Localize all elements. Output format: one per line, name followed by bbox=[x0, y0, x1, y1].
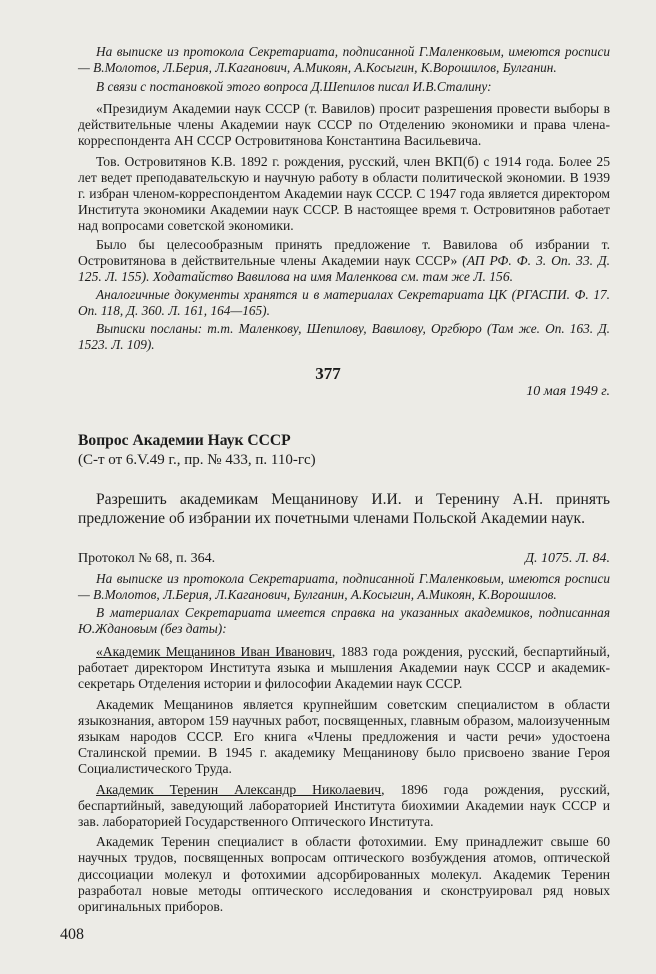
quote-conclusion-text: Было бы целесообразным принять предложение т. Вавилова об избрании т. Островитянова в действительные члены Академии наук СССР» bbox=[78, 236, 610, 268]
meshchaninov-work: Академик Мещанинов является крупнейшим советским специалистом в области языкознания, автором 159 научных работ, посвященных, главным образом, малоизученным языкам народов СССР. Его книга «Члены предложения и части речи» удостоена Сталинской премии. В 1945 г. академику Мещанинову было присвоено звание Героя Социалистического Труда. bbox=[78, 696, 610, 777]
document-date: 10 мая 1949 г. bbox=[526, 384, 610, 399]
top-section bbox=[78, 44, 610, 353]
meshchaninov-details: , 1883 года рождения, русский, беспартийный, работает директором Института языка и мышления Академии наук СССР и академик-секретарь Отделения истории и философии Академии наук СССР. bbox=[78, 644, 610, 692]
archive-ref: Д. 1075. Л. 84. bbox=[525, 551, 610, 566]
terenin-bio bbox=[78, 782, 610, 831]
terenin-details: , 1896 года рождения, русский, беспартийный, заведующий лабораторией Института биохимии Академии наук СССР и зав. лабораторией Государственного Оптического Института. bbox=[78, 781, 610, 830]
resolution-text: Разрешить академикам Мещанинову И.И. и Теренину А.Н. принять предложение об избрании их почетными членами Польской Академии наук. bbox=[78, 491, 610, 527]
resolution-section bbox=[78, 490, 610, 528]
document-subtitle: (С-т от 6.V.49 г., пр. № 433, п. 110-гс) bbox=[78, 452, 316, 468]
terenin-work: Академик Теренин специалист в области фотохимии. Ему принадлежит свыше 60 научных трудов, посвященных вопросам оптического возбуждения атомов, оптической диссоциации молекул и фотохимии адсорбированных молекул. Академик Теренин разработал новые методы оптического исследования и сконструировал ряд новых оригинальных приборов. bbox=[78, 834, 610, 915]
terenin-name: Академик Теренин Александр Николаевич bbox=[96, 781, 382, 797]
meshchaninov-name: «Академик Мещанинов Иван Иванович bbox=[96, 644, 332, 659]
protocol-number: Протокол № 68, п. 364. bbox=[78, 551, 216, 566]
note-shepilov: В связи с постановкой этого вопроса Д.Шепилов писал И.В.Сталину: bbox=[96, 79, 492, 94]
protocol-row bbox=[78, 551, 610, 567]
quote-conclusion bbox=[78, 237, 610, 286]
quote-presidium: «Президиум Академии наук СССР (т. Вавилов) просит разрешения провести выборы в действительные члены Академии наук СССР по Отделению экономики и права члена-корреспондента АН СССР Островитянова Константина Васильевича. bbox=[78, 101, 610, 149]
note-signatures-2: На выписке из протокола Секретариата, подписанной Г.Маленковым, имеются росписи — В.Молотов, Л.Берия, Л.Каганович, Булганин, А.Косыгин, А.Микоян, К.Ворошилов. bbox=[78, 571, 610, 602]
archive-reference: (АП РФ. Ф. 3. Оп. 33. Д. 125. Л. 155). Ходатайство Вавилова на имя Маленкова см. там же Л. 156. bbox=[78, 252, 611, 285]
meshchaninov-bio bbox=[78, 644, 610, 693]
note-signatures: На выписке из протокола Секретариата, подписанной Г.Маленковым, имеются росписи — В.Молотов, Л.Берия, Л.Каганович, А.Микоян, А.Косыгин, К.Ворошилов, Булганин. bbox=[78, 44, 610, 75]
quote-ostrovityanov-bio: Тов. Островитянов К.В. 1892 г. рождения, русский, член ВКП(б) с 1914 года. Более 25 лет ведет преподавательскую и научную работу в области политической экономии. В 1939 г. избран членом-корреспондентом Академии наук СССР. С 1947 года является директором Института экономики Академии наук СССР. В настоящее время т. Островитянов работает над вопросами советской экономики. bbox=[78, 153, 610, 234]
note-zhdanov: В материалах Секретариата имеется справка на указанных академиков, подписанная Ю.Ждановым (без даты): bbox=[78, 605, 610, 636]
notes-section bbox=[78, 571, 610, 915]
document-title: Вопрос Академии Наук СССР bbox=[78, 432, 291, 449]
document-number: 377 bbox=[315, 364, 341, 383]
note-similar-documents: Аналогичные документы хранятся и в материалах Секретариата ЦК (РГАСПИ. Ф. 17. Оп. 118, Д. 360. Л. 161, 164—165). bbox=[78, 287, 610, 319]
note-sent-to: Выписки посланы: т.т. Маленкову, Шепилову, Вавилову, Оргбюро (Там же. Оп. 163. Д. 1523. Л. 109). bbox=[78, 321, 610, 353]
page-number: 408 bbox=[60, 926, 84, 943]
